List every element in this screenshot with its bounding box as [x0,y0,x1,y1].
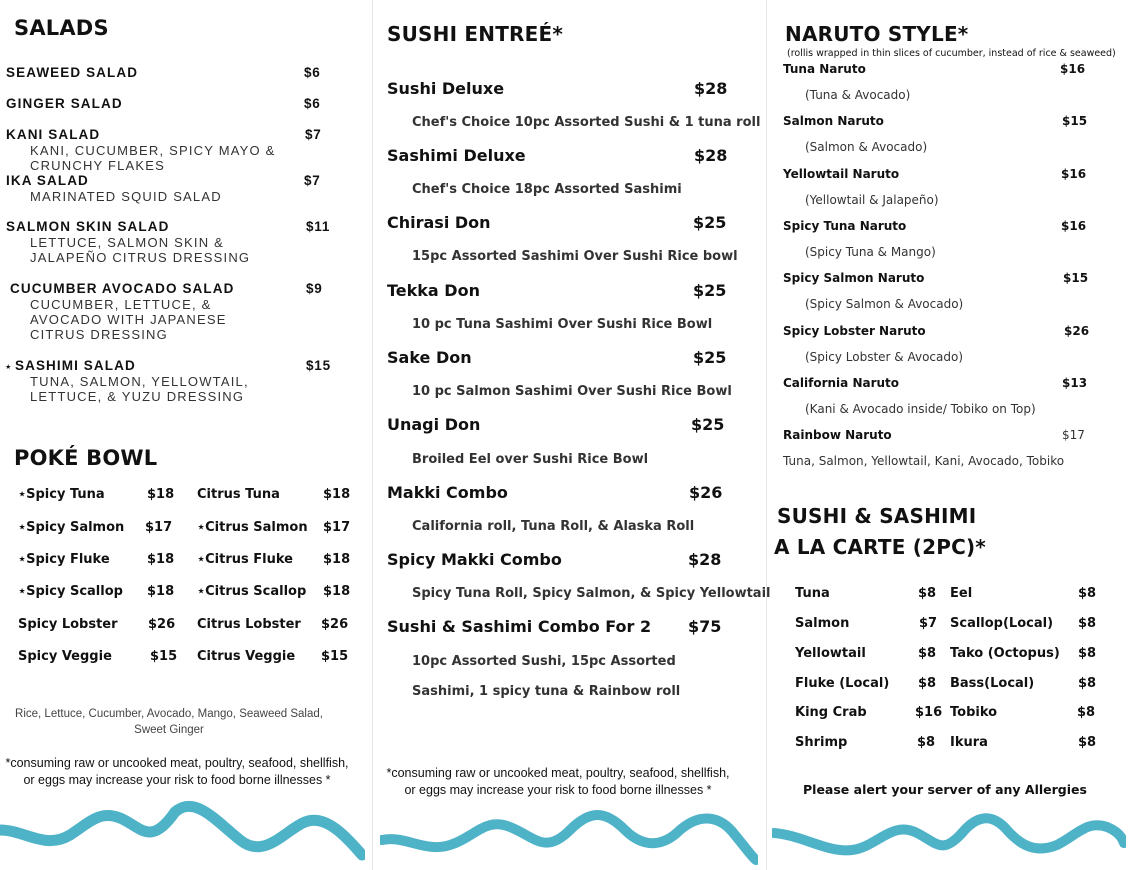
entree-item-price: $28 [694,79,728,98]
poke-item: Citrus Tuna [197,487,280,502]
salad-cucumber-avocado-desc-2: AVOCADO WITH JAPANESE [30,312,227,327]
salad-sashimi-price: $15 [306,358,331,373]
salad-cucumber-avocado-desc-3: CITRUS DRESSING [30,327,168,342]
naruto-item-price: $16 [1061,167,1087,181]
naruto-item-desc: (Spicy Salmon & Avocado) [805,297,964,311]
naruto-item-price: $15 [1063,271,1089,285]
entree-item-desc: 15pc Assorted Sashimi Over Sushi Rice bowl [412,249,738,264]
entree-item-desc: California roll, Tuna Roll, & Alaska Roll [412,519,695,534]
naruto-item-price: $16 [1061,219,1087,233]
naruto-item-desc: (Yellowtail & Jalapeño) [805,193,939,207]
alacarte-item: Bass(Local) [950,676,1035,691]
wave-decoration-right [772,805,1126,870]
naruto-item-name: California Naruto [783,376,900,390]
salad-cucumber-avocado-name: CUCUMBER AVOCADO SALAD [10,281,235,296]
alacarte-item: Yellowtail [795,646,866,661]
wave-decoration-left [0,800,365,870]
entree-item-desc: 10 pc Tuna Sashimi Over Sushi Rice Bowl [412,317,713,332]
salad-sashimi-star: ⋆ [4,359,14,374]
salads-title: SALADS [14,16,109,40]
naruto-item-desc: (Salmon & Avocado) [805,140,928,154]
alacarte-price: $8 [918,646,937,661]
salad-salmon-skin-name: SALMON SKIN SALAD [6,219,170,234]
salad-salmon-skin-desc-1: LETTUCE, SALMON SKIN & [30,235,224,250]
entree-item-desc: Sashimi, 1 spicy tuna & Rainbow roll [412,684,681,699]
alacarte-item: Eel [950,586,973,601]
entree-item-price: $25 [691,415,725,434]
salad-ika-desc-1: MARINATED SQUID SALAD [30,189,222,204]
entree-item-name: Sashimi Deluxe [387,146,526,165]
wave-decoration-middle [380,805,758,870]
salad-ginger-name: GINGER SALAD [6,96,123,111]
naruto-item-name: Rainbow Naruto [783,428,892,442]
alacarte-price: $16 [915,705,943,720]
naruto-item-price: $17 [1062,428,1085,442]
salad-kani-desc-2: CRUNCHY FLAKES [30,158,166,173]
alacarte-price: $7 [919,616,938,631]
salad-kani-name: KANI SALAD [6,127,101,142]
entree-item-price: $26 [689,483,723,502]
alacarte-item: King Crab [795,705,867,720]
naruto-item-name: Spicy Tuna Naruto [783,219,907,233]
entree-item-desc: Spicy Tuna Roll, Spicy Salmon, & Spicy Yellowtail [412,586,771,601]
naruto-item-price: $26 [1064,324,1090,338]
alacarte-item: Shrimp [795,735,848,750]
entree-item-price: $25 [693,281,727,300]
poke-price: $17 [323,520,351,535]
column-divider-right [766,0,767,870]
naruto-item-desc: (Spicy Lobster & Avocado) [805,350,963,364]
entree-item-price: $28 [694,146,728,165]
poke-item: ⋆Spicy Salmon [18,520,125,535]
alacarte-price: $8 [1078,735,1097,750]
naruto-item-desc: Tuna, Salmon, Yellowtail, Kani, Avocado, Tobiko [783,454,1065,468]
poke-price: $18 [147,552,175,567]
naruto-item-desc: (Tuna & Avocado) [805,88,911,102]
alacarte-item: Fluke (Local) [795,676,890,691]
allergy-note: Please alert your server of any Allergies [803,782,1087,797]
alacarte-item: Tobiko [950,705,998,720]
salad-kani-desc-1: KANI, CUCUMBER, SPICY MAYO & [30,143,276,158]
alacarte-item: Ikura [950,735,988,750]
poke-item: ⋆Spicy Tuna [18,487,105,502]
entree-item-name: Makki Combo [387,483,508,502]
poke-title: POKÉ BOWL [14,446,158,470]
salad-seaweed-name: SEAWEED SALAD [6,65,139,80]
entree-item-desc: 10 pc Salmon Sashimi Over Sushi Rice Bowl [412,384,732,399]
salad-sashimi-desc-1: TUNA, SALMON, YELLOWTAIL, [30,374,249,389]
alacarte-price: $8 [1078,586,1097,601]
poke-price: $15 [150,649,178,664]
salad-ika-price: $7 [304,173,321,188]
salad-cucumber-avocado-price: $9 [306,281,323,296]
naruto-title: NARUTO STYLE* [785,22,969,46]
poke-price: $26 [148,617,176,632]
entree-item-price: $25 [693,213,727,232]
salad-salmon-skin-desc-2: JALAPEÑO CITRUS DRESSING [30,250,251,265]
salad-salmon-skin-price: $11 [306,219,331,234]
alacarte-price: $8 [1078,616,1097,631]
entree-item-name: Spicy Makki Combo [387,550,562,569]
entree-item-name: Unagi Don [387,415,481,434]
salad-sashimi-name: SASHIMI SALAD [15,358,136,373]
entree-item-desc: Chef's Choice 18pc Assorted Sashimi [412,182,682,197]
naruto-item-name: Yellowtail Naruto [783,167,900,181]
alacarte-price: $8 [1077,705,1096,720]
entree-item-name: Sake Don [387,348,472,367]
entree-item-price: $25 [693,348,727,367]
alacarte-item: Tako (Octopus) [950,646,1060,661]
salad-ginger-price: $6 [304,96,321,111]
entree-title: SUSHI ENTREÉ* [387,22,564,46]
alacarte-item: Salmon [795,616,850,631]
entree-item-desc: Chef's Choice 10pc Assorted Sushi & 1 tuna roll [412,115,761,130]
entree-item-name: Sushi & Sashimi Combo For 2 [387,617,652,636]
poke-item: ⋆Citrus Fluke [197,552,293,567]
entree-item-desc: 10pc Assorted Sushi, 15pc Assorted [412,654,676,669]
alacarte-price: $8 [918,676,937,691]
health-warning: *consuming raw or uncooked meat, poultry, seafood, shellfish, or eggs may increase your risk to food borne illnesses * [5,756,349,787]
alacarte-price: $8 [1078,676,1097,691]
salad-cucumber-avocado-desc-1: CUCUMBER, LETTUCE, & [30,297,212,312]
alacarte-title-line1: SUSHI & SASHIMI [777,504,977,528]
salad-kani-price: $7 [305,127,322,142]
poke-item: Citrus Veggie [197,649,296,664]
alacarte-item: Scallop(Local) [950,616,1054,631]
naruto-item-name: Salmon Naruto [783,114,884,128]
alacarte-price: $8 [1078,646,1097,661]
alacarte-price: $8 [917,735,936,750]
poke-item: ⋆Citrus Salmon [197,520,308,535]
poke-item: Spicy Veggie [18,649,112,664]
entree-item-name: Sushi Deluxe [387,79,505,98]
entree-item-price: $28 [688,550,722,569]
naruto-item-price: $16 [1060,62,1086,76]
naruto-item-desc: (Kani & Avocado inside/ Tobiko on Top) [805,402,1036,416]
poke-item: ⋆Spicy Scallop [18,584,123,599]
alacarte-price: $8 [918,586,937,601]
poke-price: $17 [145,520,173,535]
health-warning: *consuming raw or uncooked meat, poultry, seafood, shellfish, or eggs may increase your risk to food borne illnesses * [386,766,730,797]
poke-price: $18 [147,487,175,502]
naruto-item-price: $13 [1062,376,1088,390]
column-divider-left [372,0,373,870]
poke-item: Spicy Lobster [18,617,118,632]
naruto-item-desc: (Spicy Tuna & Mango) [805,245,936,259]
salad-sashimi-desc-2: LETTUCE, & YUZU DRESSING [30,389,245,404]
salad-ika-name: IKA SALAD [6,173,89,188]
entree-item-desc: Broiled Eel over Sushi Rice Bowl [412,452,649,467]
entree-item-name: Tekka Don [387,281,480,300]
salad-seaweed-price: $6 [304,65,321,80]
poke-price: $26 [321,617,349,632]
naruto-item-name: Spicy Salmon Naruto [783,271,925,285]
alacarte-item: Tuna [795,586,830,601]
poke-price: $18 [323,487,351,502]
poke-price: $15 [321,649,349,664]
poke-item: ⋆Citrus Scallop [197,584,307,599]
entree-item-name: Chirasi Don [387,213,491,232]
poke-item: Citrus Lobster [197,617,301,632]
poke-ingredients: Rice, Lettuce, Cucumber, Avocado, Mango, Seaweed Salad, Sweet Ginger [15,708,323,736]
poke-price: $18 [147,584,175,599]
naruto-item-price: $15 [1062,114,1088,128]
naruto-item-name: Tuna Naruto [783,62,866,76]
poke-price: $18 [323,584,351,599]
entree-item-price: $75 [688,617,722,636]
naruto-item-name: Spicy Lobster Naruto [783,324,926,338]
poke-price: $18 [323,552,351,567]
alacarte-title-line2: A LA CARTE (2PC)* [774,535,986,559]
poke-item: ⋆Spicy Fluke [18,552,110,567]
naruto-subtitle: (rollis wrapped in thin slices of cucumber, instead of rice & seaweed) [787,48,1116,59]
